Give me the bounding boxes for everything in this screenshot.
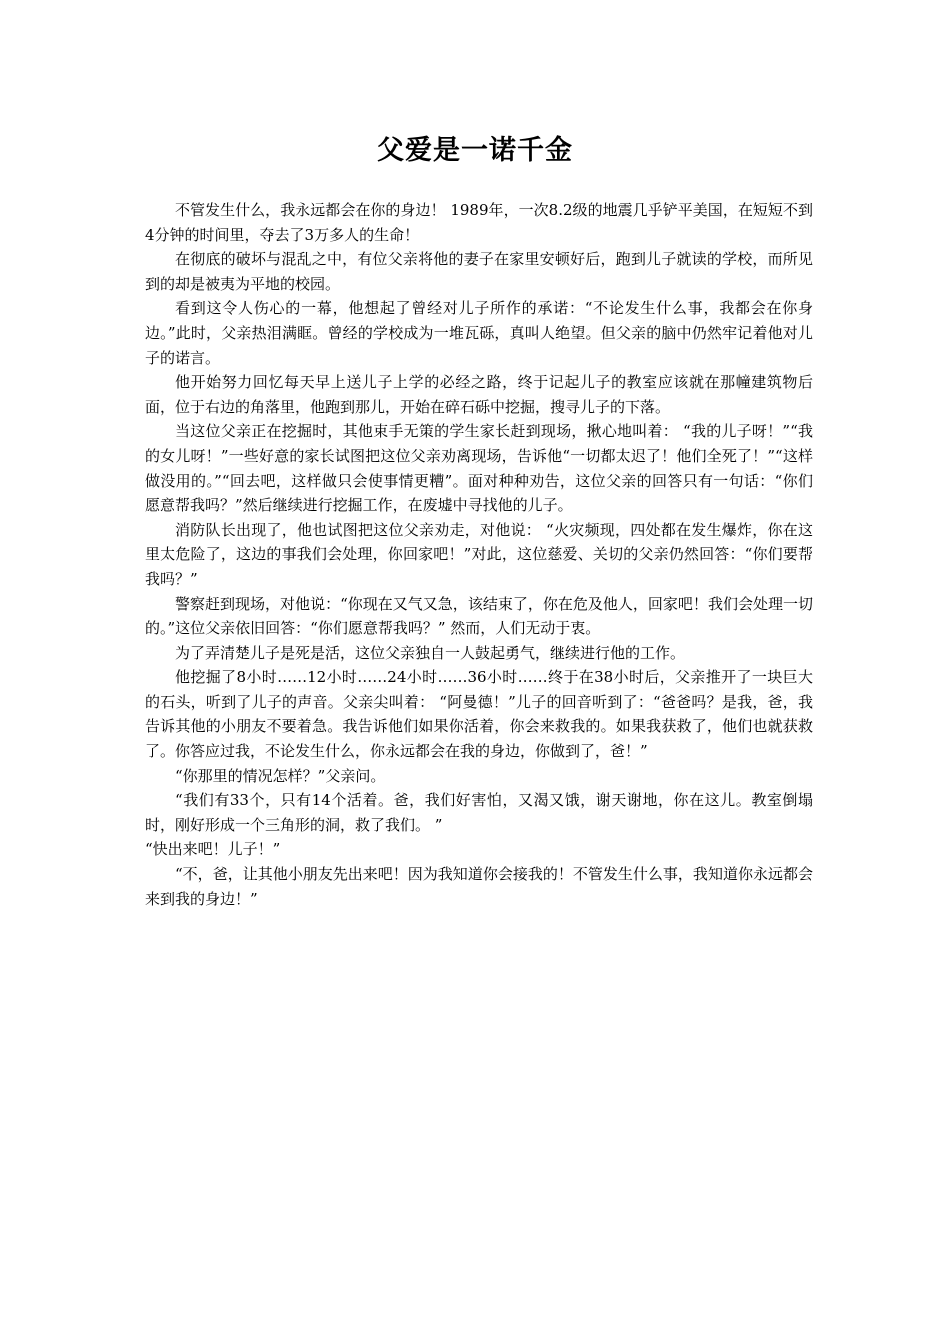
- paragraph: 在彻底的破坏与混乱之中，有位父亲将他的妻子在家里安顿好后，跑到儿子就读的学校，而所见到的却是被夷为平地的校园。: [145, 250, 813, 293]
- paragraph: 当这位父亲正在挖掘时，其他束手无策的学生家长赶到现场，揪心地叫着： “我的儿子呀！”“我的女儿呀！”一些好意的家长试图把这位父亲劝离现场，告诉他“一切都太迟了！他们全死了！”“这样做没用的。”“回去吧，这样做只会使事情更糟”。面对种种劝告，这位父亲的回答只有一句话：“你们愿意帮我吗？”然后继续进行挖掘工作，在废墟中寻找他的儿子。: [145, 422, 813, 515]
- paragraph: 不管发生什么，我永远都会在你的身边！ 1989年，一次8.2级的地震几乎铲平美国，在短短不到4分钟的时间里，夺去了3万多人的生命！: [145, 201, 813, 244]
- paragraph: 他挖掘了8小时……12小时……24小时……36小时……终于在38小时后，父亲推开了一块巨大的石头，听到了儿子的声音。父亲尖叫着： “阿曼德！”儿子的回音听到了：“爸爸吗？是我，爸，我告诉其他的小朋友不要着急。我告诉他们如果你活着，你会来救我的。如果我获救了，他们也就获救了。你答应过我，不论发生什么，你永远都会在我的身边，你做到了，爸！”: [145, 668, 813, 761]
- paragraph: “快出来吧！儿子！”: [145, 840, 281, 859]
- page-title: 父爱是一诺千金: [377, 135, 573, 166]
- paragraph: 他开始努力回忆每天早上送儿子上学的必经之路，终于记起儿子的教室应该就在那幢建筑物后面，位于右边的角落里，他跑到那儿，开始在碎石砾中挖掘，搜寻儿子的下落。: [145, 373, 813, 416]
- article-body: [145, 198, 813, 911]
- paragraph: 为了弄清楚儿子是死是活，这位父亲独自一人鼓起勇气，继续进行他的工作。: [175, 643, 686, 662]
- paragraph: “我们有33个，只有14个活着。爸，我们好害怕，又渴又饿，谢天谢地，你在这儿。教室倒塌时，刚好形成一个三角形的洞，救了我们。 ”: [145, 791, 813, 834]
- paragraph: 看到这令人伤心的一幕，他想起了曾经对儿子所作的承诺：“不论发生什么事，我都会在你身边。”此时，父亲热泪满眶。曾经的学校成为一堆瓦砾，真叫人绝望。但父亲的脑中仍然牢记着他对儿子的诺言。: [145, 299, 813, 367]
- paragraph: “你那里的情况怎样？”父亲问。: [175, 766, 386, 785]
- paragraph: 消防队长出现了，他也试图把这位父亲劝走，对他说： “火灾频现，四处都在发生爆炸，你在这里太危险了，这边的事我们会处理，你回家吧！”对此，这位慈爱、关切的父亲仍然回答：“你们要帮我吗？”: [145, 520, 813, 588]
- paragraph: “不，爸，让其他小朋友先出来吧！因为我知道你会接我的！不管发生什么事，我知道你永远都会来到我的身边！”: [145, 865, 813, 908]
- paragraph: 警察赶到现场，对他说：“你现在又气又急，该结束了，你在危及他人，回家吧！我们会处理一切的。”这位父亲依旧回答：“你们愿意帮我吗？” 然而，人们无动于衷。: [145, 594, 813, 638]
